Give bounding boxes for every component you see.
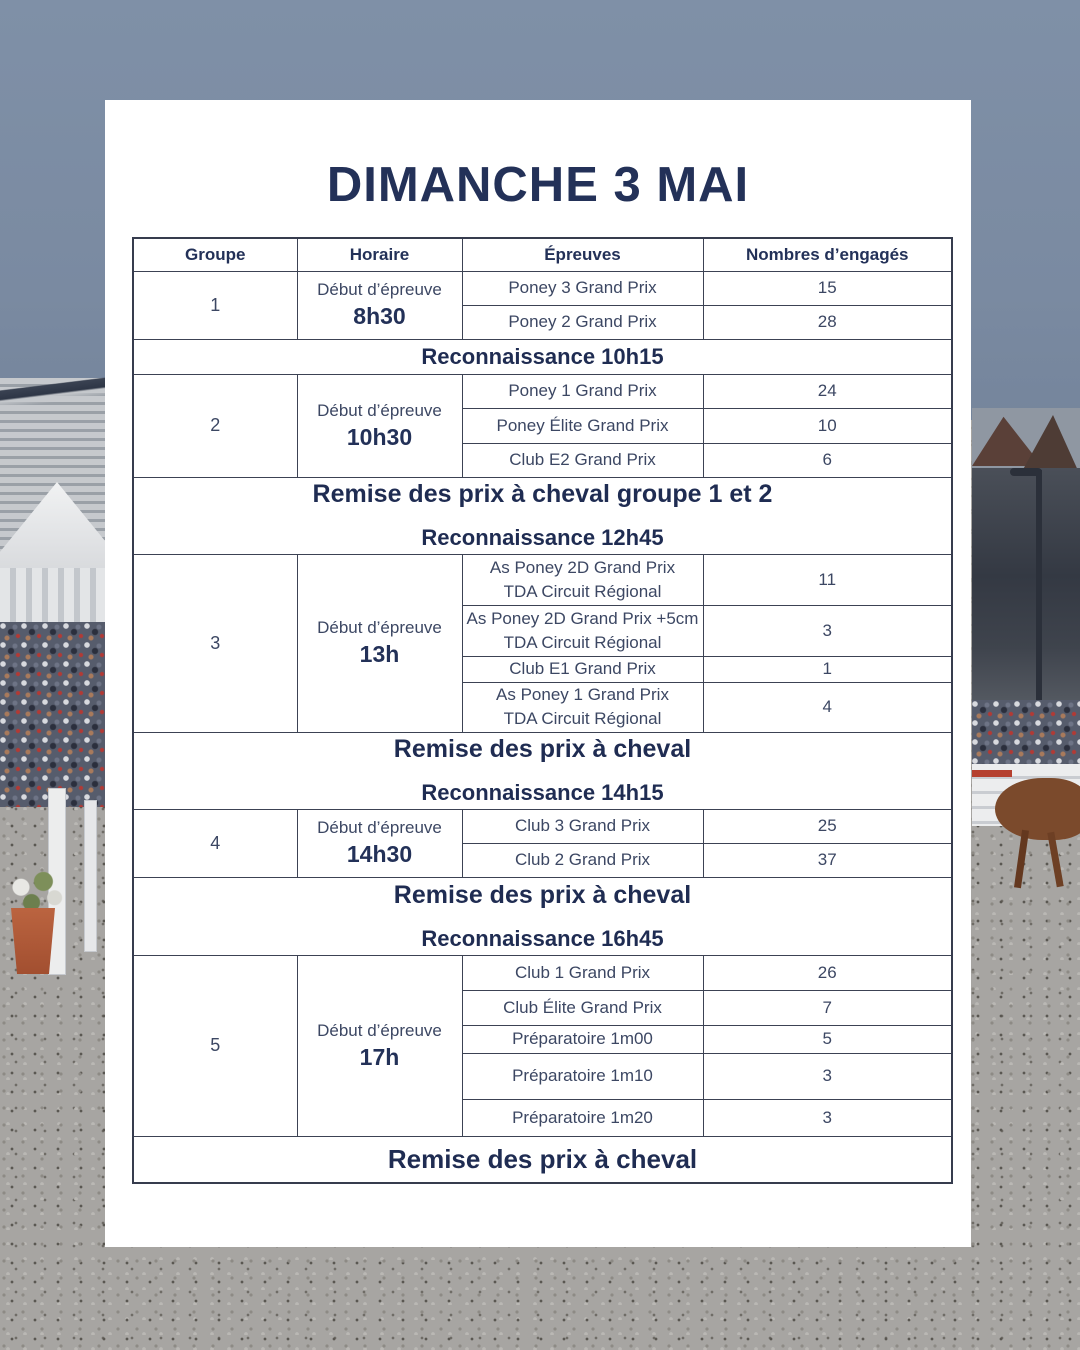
event-name: Poney 1 Grand Prix: [462, 374, 703, 408]
event-count: 5: [703, 1025, 952, 1053]
event-count: 10: [703, 408, 952, 443]
start-label: Début d’épreuve: [317, 280, 442, 299]
start-time: 10h30: [346, 423, 413, 450]
banner-text-line-1: Remise des prix à cheval groupe 1 et 2: [312, 480, 773, 508]
event-name: [462, 682, 703, 732]
banner-row-3: [133, 732, 952, 809]
event-count: 4: [703, 682, 952, 732]
event-name-line-1: As Poney 2D Grand Prix +5cm: [466, 608, 699, 628]
event-name: [462, 554, 703, 605]
background-fence-red-marker: [972, 770, 1012, 777]
event-count: 7: [703, 990, 952, 1025]
start-label: Début d’épreuve: [317, 1020, 442, 1040]
banner-text-line-2: Reconnaissance 12h45: [421, 525, 664, 550]
event-count: 15: [703, 271, 952, 305]
banner: [133, 732, 952, 809]
schedule-card: [105, 100, 971, 1247]
column-header-epreuves: Épreuves: [462, 238, 703, 271]
group-number: 4: [133, 809, 297, 877]
event-name: Poney Élite Grand Prix: [462, 408, 703, 443]
event-count: 37: [703, 843, 952, 877]
event-name: Poney 2 Grand Prix: [462, 305, 703, 339]
event-name: Club 1 Grand Prix: [462, 955, 703, 990]
background-awning: [972, 468, 1080, 708]
banner-text-line-1: Remise des prix à cheval: [393, 735, 692, 763]
group-number: 2: [133, 374, 297, 477]
header-row: [133, 238, 952, 271]
start-label: Début d’épreuve: [317, 400, 442, 420]
group-2-row-1: [133, 374, 952, 408]
event-count: 3: [703, 605, 952, 656]
start-time: 13h: [359, 641, 400, 667]
event-count: 6: [703, 443, 952, 477]
event-count: 28: [703, 305, 952, 339]
banner-text: Remise des prix à cheval: [387, 1143, 698, 1174]
event-name: Préparatoire 1m10: [462, 1053, 703, 1099]
group-3-row-1: [133, 554, 952, 605]
banner-text-line-2: Reconnaissance 14h15: [421, 780, 664, 805]
column-header-engages: Nombres d’engagés: [703, 238, 952, 271]
event-name: Club Élite Grand Prix: [462, 990, 703, 1025]
event-name: Préparatoire 1m00: [462, 1025, 703, 1053]
group-start-cell: [297, 374, 462, 477]
background-tent-curtain: [0, 568, 110, 628]
group-5-row-1: [133, 955, 952, 990]
banner-row-2: [133, 477, 952, 554]
banner: [133, 477, 952, 554]
background-crowd-right: [972, 700, 1080, 770]
column-header-horaire: Horaire: [297, 238, 462, 271]
group-start-cell: [297, 554, 462, 732]
event-name-line-2: TDA Circuit Régional: [503, 709, 662, 728]
group-start-cell: [297, 809, 462, 877]
group-number: 1: [133, 271, 297, 339]
start-time: 8h30: [353, 303, 406, 329]
event-name: Préparatoire 1m20: [462, 1099, 703, 1136]
event-count: 3: [703, 1053, 952, 1099]
banner-row-5: [133, 1136, 952, 1183]
event-name: [462, 605, 703, 656]
event-name: Club 2 Grand Prix: [462, 843, 703, 877]
background-horse: [995, 778, 1080, 840]
event-count: 25: [703, 809, 952, 843]
event-name: Club E1 Grand Prix: [462, 656, 703, 682]
start-time: 14h30: [346, 841, 413, 867]
event-count: 3: [703, 1099, 952, 1136]
banner-row-1: [133, 339, 952, 374]
banner: [133, 1136, 952, 1183]
event-count: 24: [703, 374, 952, 408]
banner-text-line-2: Reconnaissance 16h45: [421, 925, 664, 951]
banner-text-line-1: Remise des prix à cheval: [393, 880, 692, 909]
event-name-line-2: TDA Circuit Régional: [503, 581, 662, 601]
event-name: Poney 3 Grand Prix: [462, 271, 703, 305]
event-name: Club E2 Grand Prix: [462, 443, 703, 477]
background-crowd-left: [0, 622, 110, 807]
banner-row-4: [133, 877, 952, 955]
banner-text: Reconnaissance 10h15: [421, 343, 664, 369]
event-count: 1: [703, 656, 952, 682]
schedule-table: [132, 237, 953, 1184]
group-start-cell: [297, 955, 462, 1136]
event-name-line-1: As Poney 1 Grand Prix: [496, 685, 669, 704]
event-name: Club 3 Grand Prix: [462, 809, 703, 843]
page-title: DIMANCHE 3 MAI: [326, 158, 750, 212]
start-time: 17h: [359, 1043, 400, 1070]
banner: [133, 877, 952, 955]
column-header-groupe: Groupe: [133, 238, 297, 271]
event-count: 26: [703, 955, 952, 990]
group-4-row-1: [133, 809, 952, 843]
background-roof-edge: [0, 372, 110, 406]
group-1-row-1: [133, 271, 952, 305]
start-label: Début d’épreuve: [317, 618, 442, 637]
start-label: Début d’épreuve: [317, 818, 442, 837]
group-number: 5: [133, 955, 297, 1136]
group-number: 3: [133, 554, 297, 732]
group-start-cell: [297, 271, 462, 339]
event-name-line-2: TDA Circuit Régional: [503, 632, 662, 652]
background-jump-standard-2: [84, 800, 97, 952]
event-name-line-1: As Poney 2D Grand Prix: [489, 557, 676, 577]
event-count: 11: [703, 554, 952, 605]
banner: [133, 339, 952, 374]
